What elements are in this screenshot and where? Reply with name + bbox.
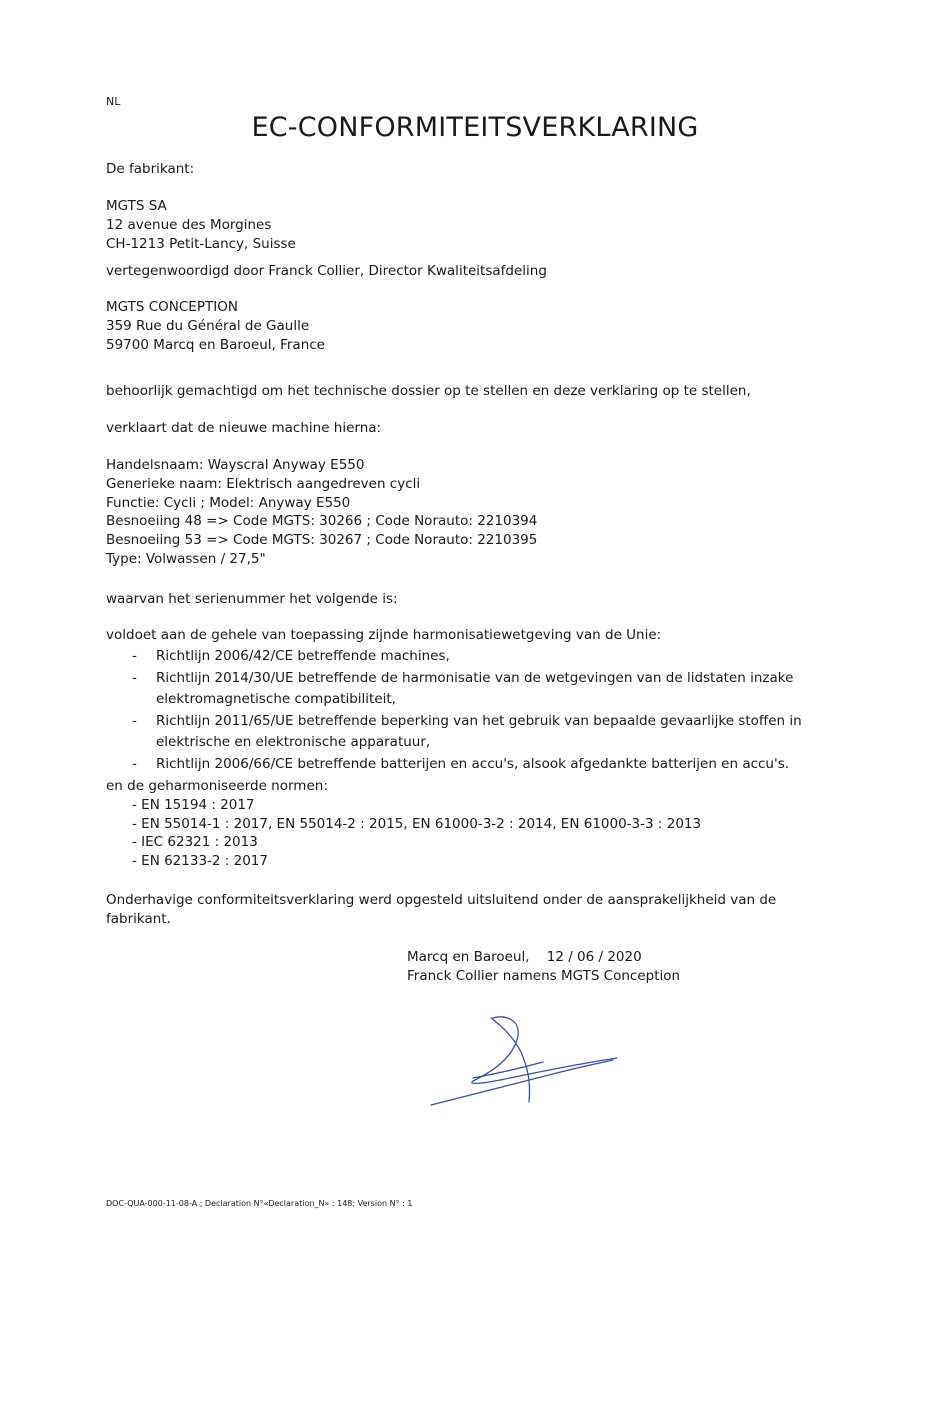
language-code: NL [106,95,121,108]
manufacturer-name: MGTS SA [106,198,167,214]
manufacturer-street: 12 avenue des Morgines [106,216,272,233]
directive-item [106,754,836,776]
declares-text: verklaart dat de nieuwe machine hierna: [106,420,382,436]
product-generic-name: Generieke naam: Elektrisch aangedreven cycli [106,475,421,492]
handwritten-signature [425,1010,625,1115]
representative-street: 359 Rue du Général de Gaulle [106,317,310,334]
manufacturer-label: De fabrikant: [106,161,195,177]
directive-text: Richtlijn 2014/30/UE betreffende de harmonisatie van de wetgevingen van de lidstaten inzake elektromagnetische compatibiliteit, [156,669,794,707]
directive-item [106,668,836,711]
directive-item [106,646,836,668]
directive-text: Richtlijn 2011/65/UE betreffende beperking van het gebruik van bepaalde gevaarlijke stoffen in elektrische en elektronische apparatuur, [156,712,802,750]
authorized-text: behoorlijk gemachtigd om het technische dossier op te stellen en deze verklaring op te stellen, [106,383,751,399]
manufacturer-address [106,197,296,253]
norms-label: en de geharmoniseerde normen: [106,778,328,794]
list-dash: - [132,648,137,664]
list-dash: - [132,755,137,772]
signatory-name: Franck Collier namens MGTS Conception [407,967,681,984]
product-trade-name: Handelsnaam: Wayscral Anyway E550 [106,457,365,473]
place-date: Marcq en Baroeul, 12 / 06 / 2020 [407,949,642,965]
signature-block [407,948,680,986]
document-footer: DOC-QUA-000-11-08-A ; Declaration N°«Declaration_N» : 148; Version N° : 1 [106,1199,413,1208]
list-dash: - [132,669,137,686]
norm-item: - EN 55014-1 : 2017, EN 55014-2 : 2015, EN 61000-3-2 : 2014, EN 61000-3-3 : 2013 [132,815,702,832]
complies-text: voldoet aan de gehele van toepassing zijnde harmonisatiewetgeving van de Unie: [106,627,662,643]
representative-name: MGTS CONCEPTION [106,299,238,315]
directive-item [106,711,836,754]
list-dash: - [132,712,137,729]
norm-item: - IEC 62321 : 2013 [132,834,258,851]
directive-text: Richtlijn 2006/42/CE betreffende machines, [156,648,450,664]
norm-item: - EN 15194 : 2017 [132,796,255,813]
directive-text: Richtlijn 2006/66/CE betreffende batterijen en accu's, alsook afgedankte batterijen en accu's. [156,755,790,772]
representative-city: 59700 Marcq en Baroeul, France [106,336,325,353]
responsibility-line-2: fabrikant. [106,910,171,927]
norm-item: - EN 62133-2 : 2017 [132,853,268,870]
directive-list [106,646,836,775]
manufacturer-city: CH-1213 Petit-Lancy, Suisse [106,235,296,252]
responsibility-line-1: Onderhavige conformiteitsverklaring werd opgesteld uitsluitend onder de aansprakelijkheid van de [106,892,777,908]
norms-list [106,777,701,871]
product-variant-53: Besnoeiing 53 => Code MGTS: 30267 ; Code Norauto: 2210395 [106,532,538,549]
product-function-model: Functie: Cycli ; Model: Anyway E550 [106,494,351,511]
product-details [106,456,537,569]
representative-address [106,298,325,354]
product-variant-48: Besnoeiing 48 => Code MGTS: 30266 ; Code Norauto: 2210394 [106,513,538,530]
document-title: EC-CONFORMITEITSVERKLARING [251,112,699,143]
product-type: Type: Volwassen / 27,5" [106,550,266,567]
represented-by: vertegenwoordigd door Franck Collier, Director Kwaliteitsafdeling [106,263,547,279]
responsibility-statement [106,891,776,929]
serial-text: waarvan het serienummer het volgende is: [106,591,398,607]
